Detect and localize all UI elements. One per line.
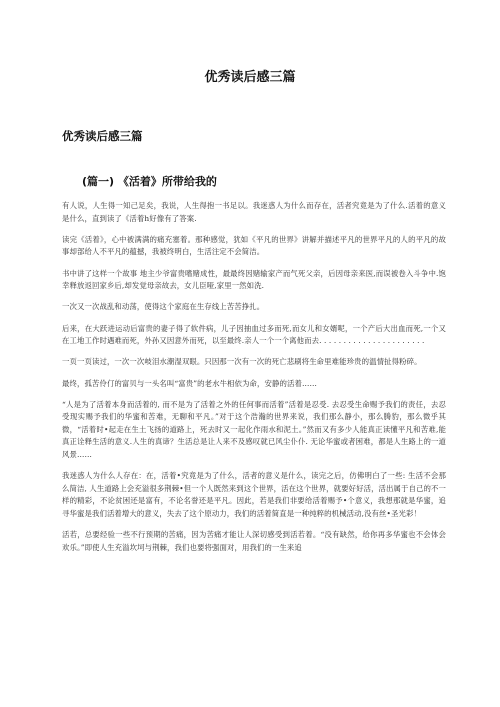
paragraph-9: 我迷惑人为什么人存在：在，活着•究竟是为了什么，活者的意义是什么，读完之后，仿佛明白了一些: 生活不会那么简洁, 人生道路上会充溢很多荆棘•但一个人既然来到这个世界，活在这个世界，就要好好活，活出属于自己的不一样的精彩，不论贫困还是富有，不论名誉还是平凡。因此，若是我们非要给活着赐予•个意义，我想那就是华蜜，追寻华蜜是我们活着增大的意义，失去了这个原动力，我们的活着简直是一种纯粹的机械活动,没有丝•圣光彩！ — [62, 471, 446, 519]
document-title: 优秀读后感三篇 — [204, 70, 296, 85]
paragraph-6: 一页一页读过，一次一次岐泪水潮湿双眼。只因那一次有一次的死亡悲刷将生命里难能珍贵的温情扯得粉碎。 — [62, 357, 422, 367]
paragraph-7: 最终，孤苦伶仃的富贝与一头名叫“富贵”的老水牛相依为命，安静的活着…… — [62, 378, 317, 388]
section-title: 优秀读后感三篇 — [62, 129, 143, 143]
chapter-title: (篇一) 《活着》所带给我的 — [82, 175, 217, 188]
paragraph-8: “人是为了活着本身而活着的, 而不是为了活着之外的任何事而活着”活着是忍受. 去忍受生命赐予我们的责任，去忍受现实赐予我们的华蜜和苦难，无聊和平凡。”对于这个浩瀚的世界来说，我们那么静小，那么腾豹，那么微乎其微，“活着时•起走在生土飞扬的道路上，死去时又一起化作雨水和泥土。”然而又有多少人能真正读懂平凡和苦难,能真正诠释生活的意义.人生的真谛？生活总是让人来不及感叹就已风尘仆仆. 无论华蜜或者困难，都是人生路上的一道风景…… — [62, 399, 446, 460]
paragraph-5: 后来，在大跃进运动后富贵的妻子得了软件病，儿子因抽血过多而死,而女儿和女婿呢，一个产后大出血而死,一个又在工地工作时遇难而死，外孙又因意外而死，以至最终.亲人一个一个离他而去. . . . . . . . . . . . . . . . . . . . . . — [62, 323, 446, 346]
paragraph-4: 一次又一次战乱和动荡，使得这个家庭在生存线上苦苦挣扎。 — [62, 302, 265, 312]
paragraph-3: 书中讲了这样一个故事 地主少爷富贵嗜赌成性，最最终因赌输家产而气死父亲，后因母亲来医,而误被卷入斗争中.饱幸释放返回家乡后,却发觉母亲故去，女儿臣哑,家里一然如洗. — [62, 268, 446, 291]
paragraph-1: 有人说，人生得一知己足矣，我说，人生得抱一书足以。我迷惑人为什么而存在，活者究竟是为了什么.活着的意义是什么，直到读了《活着h好像有了答案. — [62, 201, 446, 223]
paragraph-2: 读完《活着》，心中被满满的痛充塞着。那种感觉，犹如《平凡的世界》讲解并描述平凡的世界平凡的人的平凡的故事却部给人不平凡的蕴撼，我被终明白，生活注定不会简洁。 — [62, 234, 446, 257]
paragraph-10: 活若，总要经验一些不行预期的苦痛，因为苦痛才能让人深切感受到活若着。“没有缺然，给你再多华蜜也不会体会欢乐。”即使人生充溢坎坷与荆棘，我们也要将强面对，用我们的一生来追 — [62, 530, 446, 552]
body-text — [62, 200, 446, 563]
